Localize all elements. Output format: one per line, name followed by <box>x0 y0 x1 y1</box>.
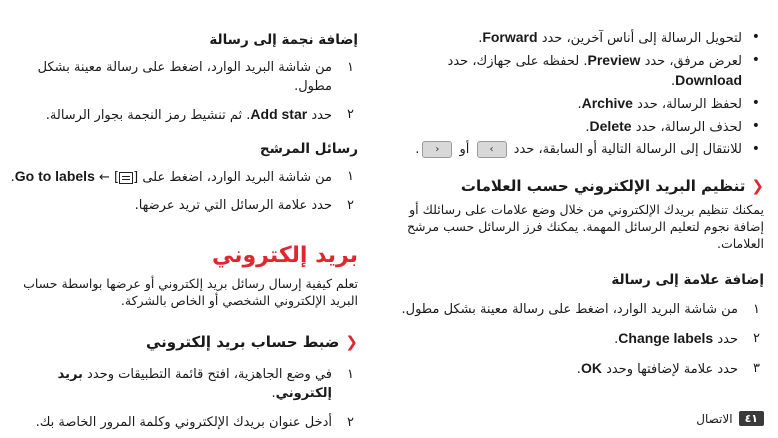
next-button-icon: › <box>477 141 507 158</box>
setup-steps <box>8 365 358 432</box>
list-item: ٢ حدد Change labels. <box>614 330 760 347</box>
chevron-left-icon: ❮ <box>751 177 764 195</box>
list-item: ٢ أدخل عنوان بريدك الإلكتروني وكلمة المرور الخاصة بك. <box>35 415 354 430</box>
add-star-steps <box>8 58 358 125</box>
section-title-labels: ❮تنظيم البريد الإلكتروني حسب العلامات <box>460 177 764 195</box>
list-item: • لحذف الرسالة، حدد Delete. <box>394 117 764 137</box>
filter-heading: رسائل المرشح <box>259 141 358 157</box>
add-label-heading: إضافة علامة إلى رسالة <box>611 272 764 288</box>
label-menu-icon <box>119 172 133 184</box>
add-label-steps <box>394 300 764 379</box>
footer-section-label: الاتصال <box>696 411 733 426</box>
left-column <box>8 0 358 438</box>
list-item: • لحفظ الرسالة، حدد Archive. <box>394 94 764 114</box>
list-item: • لعرض مرفق، حدد Preview. لحفظه على جهازك، حدد Download. <box>394 51 764 91</box>
list-item: ١ من شاشة البريد الوارد، اضغط على [] ← Go to labels. <box>10 168 354 185</box>
list-item: ١ من شاشة البريد الوارد، اضغط على رسالة معينة بشكل مطول. <box>37 60 354 94</box>
list-item: ٢ حدد Add star. ثم تنشيط رمز النجمة بجوار الرسالة. <box>45 106 354 123</box>
list-item: ١ في وضع الجاهزية، افتح قائمة التطبيقات وحدد بريد إلكتروني. <box>57 367 354 401</box>
list-item: ٣ حدد علامة لإضافتها وحدد OK. <box>576 360 760 377</box>
list-item: • لتحويل الرسالة إلى أناس آخرين، حدد Forward. <box>394 28 764 48</box>
email-actions-list <box>394 28 764 159</box>
page-title: بريد إلكتروني <box>211 243 358 268</box>
section-title-setup: ❮ضبط حساب بريد إلكتروني <box>145 333 358 351</box>
intro-paragraph: تعلم كيفية إرسال رسائل بريد إلكتروني أو عرضها بواسطة حساب البريد الإلكتروني الشخصي أو الخاص بالشركة. <box>23 276 358 308</box>
page-number: ٤١ <box>739 411 764 426</box>
list-item: ١ من شاشة البريد الوارد، اضغط على رسالة معينة بشكل مطول. <box>401 302 760 317</box>
chevron-left-icon: ❮ <box>345 333 358 351</box>
add-star-heading: إضافة نجمة إلى رسالة <box>209 32 358 48</box>
previous-button-icon: ‹ <box>422 141 452 158</box>
arrow-left-icon: ← <box>94 170 115 185</box>
labels-paragraph: يمكنك تنظيم بريدك الإلكتروني من خلال وضع علامات على رسائلك أو إضافة نجوم لتعليم الرسائل المهمة. يمكنك فرز الرسائل حسب مرشح العلامات. <box>406 202 764 251</box>
right-column <box>394 0 764 438</box>
page-footer <box>696 411 764 426</box>
filter-steps <box>8 167 358 215</box>
list-item: • للانتقال إلى الرسالة التالية أو السابقة، حدد › أو ‹. <box>394 140 764 159</box>
list-item: ٢ حدد علامة الرسائل التي تريد عرضها. <box>134 198 354 213</box>
